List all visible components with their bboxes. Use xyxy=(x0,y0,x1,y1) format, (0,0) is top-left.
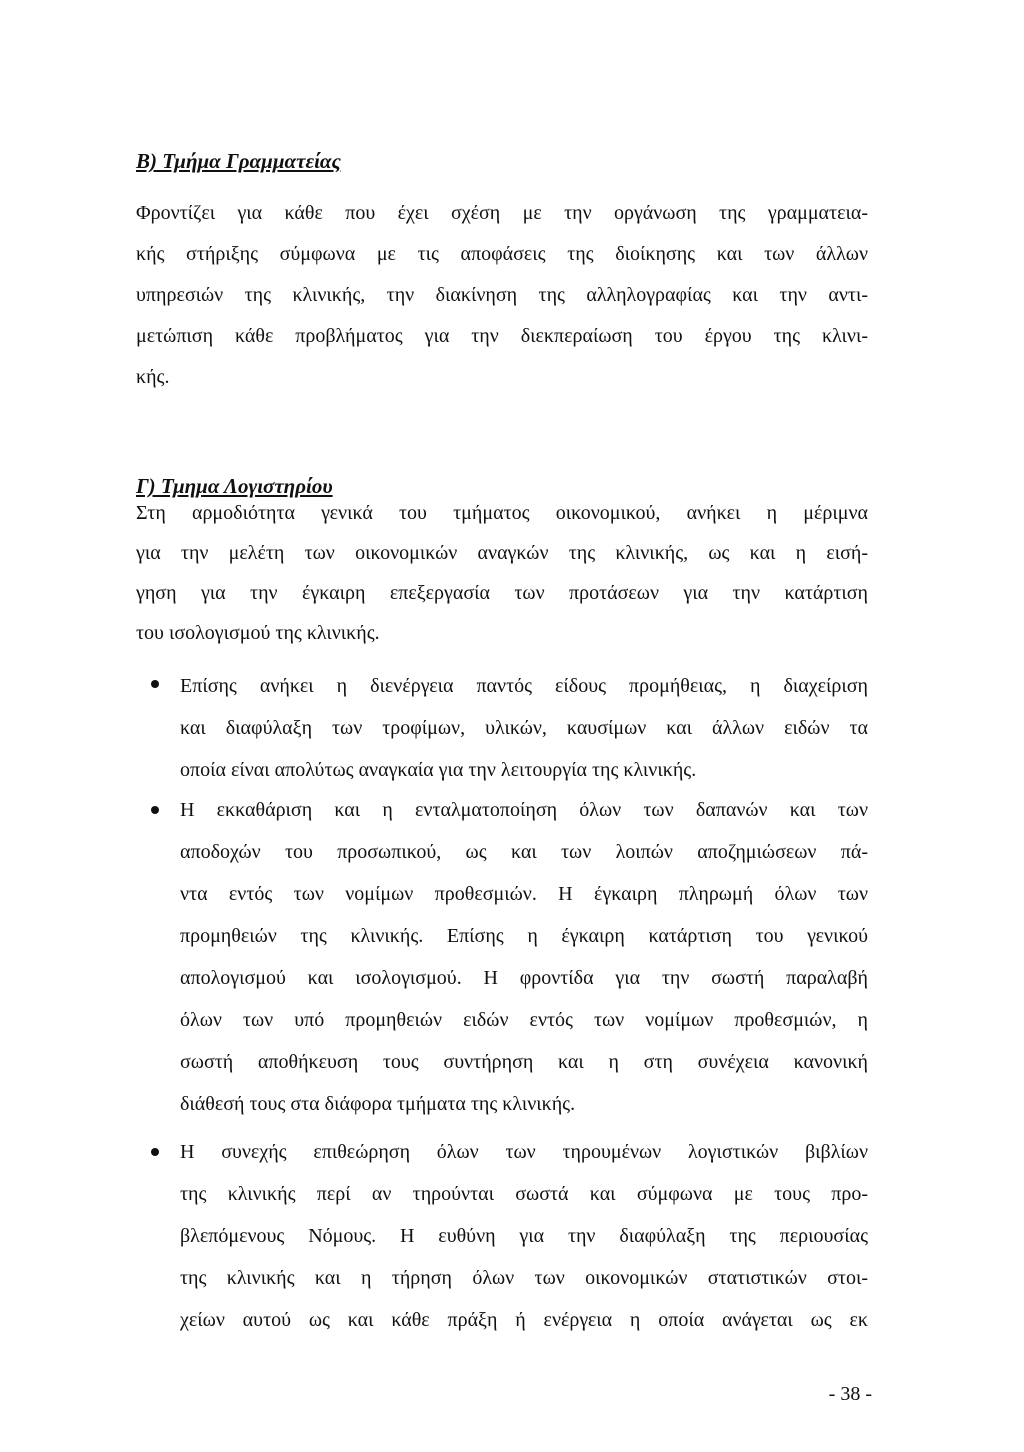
bullet-line: βλεπόμενους Νόμους. Η ευθύνη για την διαφύλαξη της περιουσίας xyxy=(180,1225,868,1247)
bullet-line: της κλινικής και η τήρηση όλων των οικονομικών στατιστικών στοι- xyxy=(180,1267,868,1289)
paragraph-line: κής στήριξης σύμφωνα με τις αποφάσεις της διοίκησης και των άλλων xyxy=(136,243,868,265)
bullet-item xyxy=(180,789,868,1125)
bullet-dot xyxy=(151,1148,159,1156)
bullet-line: χείων αυτού ως και κάθε πράξη ή ενέργεια η οποία ανάγεται ως εκ xyxy=(180,1309,868,1331)
bullet-line: όλων των υπό προμηθειών ειδών εντός των νομίμων προθεσμιών, η xyxy=(180,1009,868,1031)
paragraph-line: κής. xyxy=(136,366,170,388)
bullet-item xyxy=(180,665,868,791)
section-secretariat xyxy=(136,149,872,173)
section-heading: Γ) Τμημα Λογιστηρίου xyxy=(136,474,333,498)
paragraph-line: του ισολογισμού της κλινικής. xyxy=(136,622,380,644)
bullet-line: διάθεσή τους στα διάφορα τμήματα της κλινικής. xyxy=(180,1093,576,1115)
page-number: - 38 - xyxy=(828,1383,872,1405)
paragraph-line: υπηρεσιών της κλινικής, την διακίνηση της αλληλογραφίας και την αντι- xyxy=(136,284,868,306)
bullet-line: ντα εντός των νομίμων προθεσμιών. Η έγκαιρη πληρωμή όλων των xyxy=(180,883,868,905)
bullet-line: αποδοχών του προσωπικού, ως και των λοιπών αποζημιώσεων πά- xyxy=(180,841,868,863)
bullet-line: απολογισμού και ισολογισμού. Η φροντίδα για την σωστή παραλαβή xyxy=(180,967,868,989)
bullet-line: και διαφύλαξη των τροφίμων, υλικών, καυσίμων και άλλων ειδών τα xyxy=(180,717,868,739)
bullet-item xyxy=(180,1131,868,1341)
secretariat-paragraph xyxy=(136,193,868,398)
paragraph-line: για την μελέτη των οικονομικών αναγκών της κλινικής, ως και η εισή- xyxy=(136,542,868,564)
accounting-paragraph xyxy=(136,493,868,653)
paragraph-line: γηση για την έγκαιρη επεξεργασία των προτάσεων για την κατάρτιση xyxy=(136,582,868,604)
bullet-dot xyxy=(151,806,159,814)
section-heading: B) Τμήμα Γραμματείας xyxy=(136,149,341,173)
paragraph-line: μετώπιση κάθε προβλήματος για την διεκπεραίωση του έργου της κλινι- xyxy=(136,325,868,347)
bullet-line: προμηθειών της κλινικής. Επίσης η έγκαιρη κατάρτιση του γενικού xyxy=(180,925,868,947)
paragraph-line: Φροντίζει για κάθε που έχει σχέση με την οργάνωση της γραμματεια- xyxy=(136,202,868,224)
paragraph-line: Στη αρμοδιότητα γενικά του τμήματος οικονομικού, ανήκει η μέριμνα xyxy=(136,502,868,524)
bullet-dot xyxy=(151,680,159,688)
bullet-line: Η εκκαθάριση και η ενταλματοποίηση όλων των δαπανών και των xyxy=(180,799,868,821)
bullet-line: της κλινικής περί αν τηρούνται σωστά και σύμφωνα με τους προ- xyxy=(180,1183,868,1205)
bullet-line: Η συνεχής επιθεώρηση όλων των τηρουμένων λογιστικών βιβλίων xyxy=(180,1141,868,1163)
bullet-line: Επίσης ανήκει η διενέργεια παντός είδους προμήθειας, η διαχείριση xyxy=(180,675,868,697)
bullet-line: οποία είναι απολύτως αναγκαία για την λειτουργία της κλινικής. xyxy=(180,759,697,781)
bullet-line: σωστή αποθήκευση τους συντήρηση και η στη συνέχεια κανονική xyxy=(180,1051,868,1073)
